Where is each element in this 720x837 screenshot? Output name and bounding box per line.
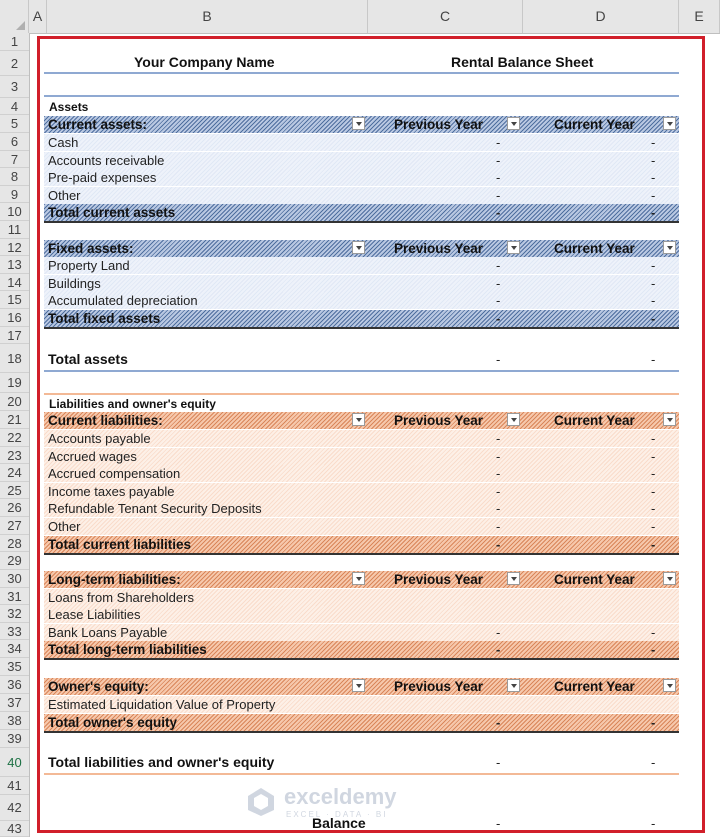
column-header-c[interactable]: C <box>368 0 523 33</box>
row-header[interactable]: 25 <box>0 482 29 499</box>
filter-dropdown-icon[interactable] <box>663 241 676 254</box>
previous-year-label[interactable]: Previous Year <box>394 241 484 256</box>
total-assets-underline <box>44 370 679 372</box>
prev-value: - <box>496 484 501 499</box>
table-row[interactable] <box>44 187 679 204</box>
total-row[interactable] <box>44 204 679 223</box>
column-header-a[interactable]: A <box>29 0 47 33</box>
current-liabilities-header <box>44 412 679 429</box>
row-header[interactable]: 19 <box>0 373 29 393</box>
row-label: Refundable Tenant Security Deposits <box>48 501 262 516</box>
total-longterm-liabilities-label: Total long-term liabilities <box>48 642 207 657</box>
watermark-tagline: EXCEL · DATA · BI <box>286 810 388 819</box>
current-year-label[interactable]: Current Year <box>554 572 635 587</box>
row-header[interactable]: 14 <box>0 274 29 291</box>
prev-value: - <box>496 466 501 481</box>
total-assets-label[interactable]: Total assets <box>48 351 128 367</box>
row-label: Bank Loans Payable <box>48 625 168 640</box>
filter-dropdown-icon[interactable] <box>663 679 676 692</box>
sheet-title[interactable]: Rental Balance Sheet <box>451 54 594 70</box>
row-header[interactable]: 18 <box>0 344 29 373</box>
previous-year-label[interactable]: Previous Year <box>394 413 484 428</box>
curr-value: - <box>651 449 656 464</box>
table-row[interactable] <box>44 292 679 309</box>
table-row[interactable] <box>44 430 679 447</box>
divider-line <box>44 95 679 97</box>
row-header[interactable]: 22 <box>0 429 29 447</box>
filter-dropdown-icon[interactable] <box>352 413 365 426</box>
previous-year-label[interactable]: Previous Year <box>394 117 484 132</box>
total-row[interactable] <box>44 641 679 660</box>
prev-value: - <box>496 625 501 640</box>
row-header[interactable]: 16 <box>0 309 29 327</box>
owners-equity-header <box>44 678 679 695</box>
column-header-bar <box>0 0 720 34</box>
row-label: Accounts receivable <box>48 153 165 168</box>
exceldemy-watermark <box>246 784 426 824</box>
row-label: Buildings <box>48 276 101 291</box>
row-header[interactable]: 4 <box>0 98 29 115</box>
owners-equity-title[interactable]: Owner's equity: <box>48 679 149 694</box>
longterm-liabilities-header <box>44 571 679 588</box>
previous-year-label[interactable]: Previous Year <box>394 679 484 694</box>
curr-value: - <box>651 431 656 446</box>
balance-prev: - <box>496 816 501 831</box>
row-header[interactable]: 33 <box>0 623 29 640</box>
select-all-corner[interactable] <box>0 0 29 33</box>
prev-value: - <box>496 188 501 203</box>
row-label: Accumulated depreciation <box>48 293 198 308</box>
table-row[interactable] <box>44 589 679 606</box>
filter-dropdown-icon[interactable] <box>507 117 520 130</box>
row-header[interactable]: 11 <box>0 221 29 239</box>
row-label: Income taxes payable <box>48 484 175 499</box>
current-year-label[interactable]: Current Year <box>554 679 635 694</box>
total-liabilities-equity-label[interactable]: Total liabilities and owner's equity <box>48 754 275 770</box>
curr-value: - <box>651 466 656 481</box>
current-year-label[interactable]: Current Year <box>554 117 635 132</box>
total-liabilities-equity-curr: - <box>651 755 656 770</box>
table-row[interactable] <box>44 696 679 713</box>
table-row[interactable] <box>44 465 679 482</box>
prev-value: - <box>496 276 501 291</box>
total-row[interactable] <box>44 310 679 329</box>
table-row[interactable] <box>44 518 679 535</box>
filter-dropdown-icon[interactable] <box>507 241 520 254</box>
fixed-assets-title[interactable]: Fixed assets: <box>48 241 134 256</box>
prev-value: - <box>496 258 501 273</box>
row-header[interactable]: 8 <box>0 168 29 186</box>
table-row[interactable] <box>44 606 679 623</box>
filter-dropdown-icon[interactable] <box>352 679 365 692</box>
liabilities-divider <box>44 393 679 395</box>
column-header-b[interactable]: B <box>47 0 368 33</box>
prev-value: - <box>496 449 501 464</box>
total-liabilities-underline <box>44 773 679 775</box>
total-assets-prev: - <box>496 352 501 367</box>
current-assets-header <box>44 116 679 133</box>
curr-value: - <box>651 715 656 730</box>
filter-dropdown-icon[interactable] <box>663 117 676 130</box>
curr-value: - <box>651 153 656 168</box>
row-header[interactable]: 37 <box>0 694 29 712</box>
row-header[interactable]: 34 <box>0 640 29 658</box>
row-header[interactable]: 27 <box>0 517 29 535</box>
prev-value: - <box>496 170 501 185</box>
total-liabilities-equity-prev: - <box>496 755 501 770</box>
row-header[interactable]: 41 <box>0 777 29 795</box>
row-label: Other <box>48 519 81 534</box>
row-header[interactable]: 17 <box>0 327 29 344</box>
row-header[interactable]: 38 <box>0 712 29 730</box>
curr-value: - <box>651 188 656 203</box>
balance-curr: - <box>651 816 656 831</box>
column-header-e[interactable]: E <box>679 0 720 33</box>
prev-value: - <box>496 135 501 150</box>
current-liabilities-title[interactable]: Current liabilities: <box>48 413 163 428</box>
curr-value: - <box>651 258 656 273</box>
prev-value: - <box>496 205 501 220</box>
table-row[interactable] <box>44 152 679 169</box>
row-header[interactable]: 43 <box>0 821 29 837</box>
worksheet[interactable] <box>29 33 720 837</box>
row-label: Other <box>48 188 81 203</box>
row-header[interactable]: 23 <box>0 447 29 464</box>
curr-value: - <box>651 311 656 326</box>
row-label: Accrued compensation <box>48 466 181 481</box>
current-year-label[interactable]: Current Year <box>554 413 635 428</box>
row-header[interactable]: 2 <box>0 51 29 76</box>
curr-value: - <box>651 205 656 220</box>
table-row[interactable] <box>44 134 679 151</box>
row-label: Accrued wages <box>48 449 137 464</box>
row-label: Lease Liabilities <box>48 607 141 622</box>
row-header[interactable]: 42 <box>0 795 29 821</box>
row-header[interactable]: 7 <box>0 151 29 168</box>
filter-dropdown-icon[interactable] <box>352 241 365 254</box>
filter-dropdown-icon[interactable] <box>507 413 520 426</box>
row-header[interactable]: 12 <box>0 239 29 256</box>
prev-value: - <box>496 431 501 446</box>
watermark-name: exceldemy <box>284 784 397 809</box>
prev-value: - <box>496 642 501 657</box>
row-header[interactable]: 35 <box>0 658 29 676</box>
prev-value: - <box>496 715 501 730</box>
row-header[interactable]: 15 <box>0 291 29 309</box>
total-fixed-assets-label: Total fixed assets <box>48 311 161 326</box>
row-header[interactable]: 9 <box>0 186 29 203</box>
table-row[interactable] <box>44 448 679 465</box>
curr-value: - <box>651 642 656 657</box>
row-header[interactable]: 28 <box>0 535 29 552</box>
row-header[interactable]: 26 <box>0 499 29 517</box>
curr-value: - <box>651 484 656 499</box>
total-owners-equity-label: Total owner's equity <box>48 715 177 730</box>
row-header[interactable]: 29 <box>0 552 29 570</box>
filter-dropdown-icon[interactable] <box>507 572 520 585</box>
filter-dropdown-icon[interactable] <box>507 679 520 692</box>
total-current-liabilities-label: Total current liabilities <box>48 537 192 552</box>
row-label: Estimated Liquidation Value of Property <box>48 697 276 712</box>
filter-dropdown-icon[interactable] <box>663 413 676 426</box>
prev-value: - <box>496 501 501 516</box>
title-underline <box>44 72 679 74</box>
table-row[interactable] <box>44 624 679 641</box>
table-row[interactable] <box>44 275 679 292</box>
row-header[interactable]: 32 <box>0 605 29 623</box>
curr-value: - <box>651 501 656 516</box>
row-label: Cash <box>48 135 79 150</box>
filter-dropdown-icon[interactable] <box>663 572 676 585</box>
column-header-d[interactable]: D <box>523 0 679 33</box>
row-label: Property Land <box>48 258 130 273</box>
total-row[interactable] <box>44 536 679 555</box>
exceldemy-logo-icon <box>246 786 276 816</box>
assets-label[interactable]: Assets <box>49 100 89 114</box>
prev-value: - <box>496 311 501 326</box>
prev-value: - <box>496 153 501 168</box>
filter-dropdown-icon[interactable] <box>352 572 365 585</box>
prev-value: - <box>496 519 501 534</box>
curr-value: - <box>651 293 656 308</box>
liabilities-label[interactable]: Liabilities and owner's equity <box>49 397 216 411</box>
row-label: Pre-paid expenses <box>48 170 157 185</box>
company-name[interactable]: Your Company Name <box>134 54 275 70</box>
previous-year-label[interactable]: Previous Year <box>394 572 484 587</box>
fixed-assets-header <box>44 240 679 257</box>
table-row[interactable] <box>44 257 679 274</box>
balance-label[interactable]: Balance <box>312 815 366 831</box>
curr-value: - <box>651 537 656 552</box>
row-header[interactable]: 31 <box>0 588 29 605</box>
table-row[interactable] <box>44 500 679 517</box>
table-row[interactable] <box>44 169 679 186</box>
current-year-label[interactable]: Current Year <box>554 241 635 256</box>
row-header[interactable]: 1 <box>0 33 29 51</box>
row-header[interactable]: 40 <box>0 748 29 777</box>
curr-value: - <box>651 135 656 150</box>
row-header[interactable]: 24 <box>0 464 29 482</box>
curr-value: - <box>651 170 656 185</box>
row-header[interactable]: 20 <box>0 393 29 411</box>
row-header[interactable]: 6 <box>0 133 29 151</box>
row-label: Loans from Shareholders <box>48 590 194 605</box>
prev-value: - <box>496 537 501 552</box>
total-assets-curr: - <box>651 352 656 367</box>
curr-value: - <box>651 625 656 640</box>
row-header[interactable]: 36 <box>0 676 29 694</box>
current-assets-title[interactable]: Current assets: <box>48 117 148 132</box>
row-header[interactable]: 3 <box>0 76 29 98</box>
row-header[interactable]: 21 <box>0 411 29 429</box>
curr-value: - <box>651 519 656 534</box>
curr-value: - <box>651 276 656 291</box>
row-header[interactable]: 39 <box>0 730 29 748</box>
row-header[interactable]: 10 <box>0 203 29 221</box>
total-current-assets-label: Total current assets <box>48 205 176 220</box>
total-row[interactable] <box>44 714 679 733</box>
row-header[interactable]: 13 <box>0 256 29 274</box>
row-header-bar <box>0 33 30 837</box>
table-row[interactable] <box>44 483 679 500</box>
prev-value: - <box>496 293 501 308</box>
row-header[interactable]: 5 <box>0 115 29 133</box>
longterm-liabilities-title[interactable]: Long-term liabilities: <box>48 572 181 587</box>
row-header[interactable]: 30 <box>0 570 29 588</box>
row-label: Accounts payable <box>48 431 151 446</box>
filter-dropdown-icon[interactable] <box>352 117 365 130</box>
